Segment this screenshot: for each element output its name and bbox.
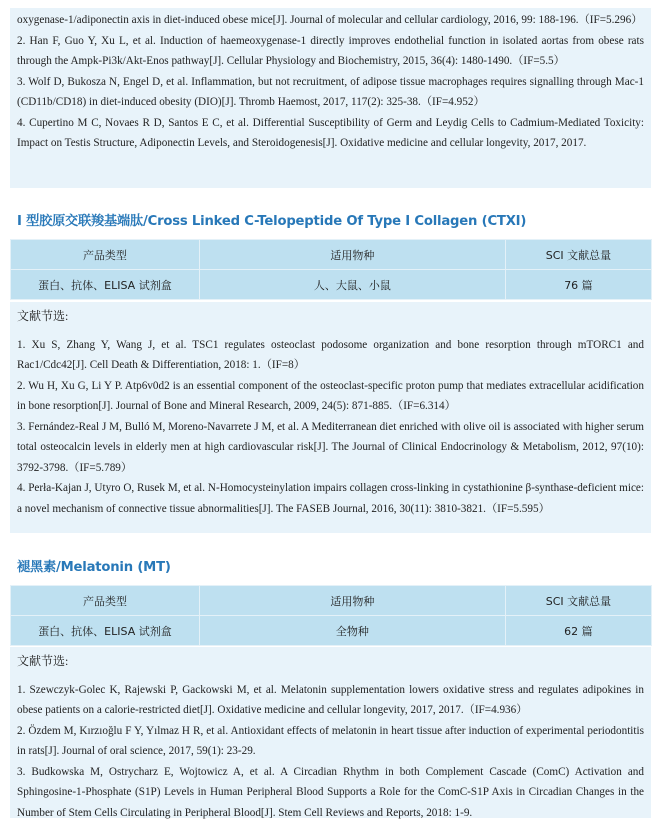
product-table-melatonin [10,585,652,646]
cell-product-type: 蛋白、抗体、ELISA 试剂盒 [11,270,200,300]
reference-item: 2. Wu H, Xu G, Li Y P. Atp6v0d2 is an essential component of the osteoclast‐specific proton pump that mediates extracellular acidification in bone resorption[J]. Journal of Bone and Mineral Research, 2009, 24(5): 871-885.（IF=6.314） [17,379,644,412]
header-sci-count: SCI 文献总量 [505,586,651,616]
reference-item: 2. Han F, Guo Y, Xu L, et al. Induction of haemeoxygenase-1 directly improves endothelial function in isolated aortas from obese rats through the Ampk-Pi3k/Akt-Enos pathway[J]. Cellular Physiology and Biochemistry, 2015, 36(4): 1480-1490.（IF=5.5） [17,34,644,67]
section-title-melatonin: 褪黑素/Melatonin (MT) [17,560,171,575]
references-block-ctxi [10,302,651,533]
header-species: 适用物种 [199,586,505,616]
table-row [11,270,652,300]
reference-item: 2. Özdem M, Kırzıoğlu F Y, Yılmaz H R, et al. Antioxidant effects of melatonin in heart tissue after induction of experimental periodontitis in rats[J]. Journal of oral science, 2017, 59(1): 23-29. [17,724,644,757]
table-header-row [11,586,652,616]
reference-item: 3. Wolf D, Bukosza N, Engel D, et al. Inflammation, but not recruitment, of adipose tissue macrophages requires signalling through Mac-1 (CD11b/CD18) in diet-induced obesity (DIO)[J]. Thromb Haemost, 2017, 117(2): 325-38.（IF=4.952） [17,75,644,108]
cell-product-type: 蛋白、抗体、ELISA 试剂盒 [11,616,200,646]
table-row [11,616,652,646]
product-table-ctxi [10,239,652,300]
references-label: 文献节选: [17,309,69,323]
references-block-melatonin [10,647,651,818]
cell-species: 全物种 [199,616,505,646]
cell-sci-count: 76 篇 [505,270,651,300]
reference-item: 3. Budkowska M, Ostrycharz E, Wojtowicz A, et al. A Circadian Rhythm in both Complement Cascade (ComC) Activation and Sphingosine-1-Phosphate (S1P) Levels in Human Peripheral Blood Supports a Role for the ComC‐S1P Axis in Circadian Changes in the Number of Stem Cells Circulating in Peripheral Blood[J]. Stem Cell Reviews and Reports, 2018: 1-9. [17,765,644,819]
reference-item: 3. Fernández-Real J M, Bulló M, Moreno-Navarrete J M, et al. A Mediterranean diet enriched with olive oil is associated with higher serum total osteocalcin levels in elderly men at high cardiovascular risk[J]. The Journal of Clinical Endocrinology & Metabolism, 2012, 97(10): 3792-3798.（IF=5.789） [17,420,644,474]
header-species: 适用物种 [199,240,505,270]
header-product-type: 产品类型 [11,240,200,270]
reference-item: 4. Perła-Kajan J, Utyro O, Rusek M, et al. N-Homocysteinylation impairs collagen cross-linking in cystathionine β-synthase-deficient mice: a novel mechanism of connective tissue abnormalities[J]. The FASEB Journal, 2016, 30(11): 3810-3821.（IF=5.595） [17,482,644,515]
references-label: 文献节选: [17,654,69,668]
prev-references-block [10,8,651,188]
cell-sci-count: 62 篇 [505,616,651,646]
reference-item: 1. Xu S, Zhang Y, Wang J, et al. TSC1 regulates osteoclast podosome organization and bone resorption through mTORC1 and Rac1/Cdc42[J]. Cell Death & Differentiation, 2018: 1.（IF=8） [17,338,644,371]
table-header-row [11,240,652,270]
cell-species: 人、大鼠、小鼠 [199,270,505,300]
reference-item: 4. Cupertino M C, Novaes R D, Santos E C, et al. Differential Susceptibility of Germ and Leydig Cells to Cadmium-Mediated Toxicity: Impact on Testis Structure, Adiponectin Levels, and Steroidogenesis[J]. Oxidative medicine and cellular longevity, 2017, 2017. [17,116,644,149]
reference-item: oxygenase-1/adiponectin axis in diet-induced obese mice[J]. Journal of molecular and cellular cardiology, 2016, 99: 188-196.（IF=5.296） [17,14,643,26]
section-title-ctxi: I 型胶原交联羧基端肽/Cross Linked C-Telopeptide Of Type I Collagen (CTXI) [17,214,527,229]
header-product-type: 产品类型 [11,586,200,616]
reference-item: 1. Szewczyk-Golec K, Rajewski P, Gackowski M, et al. Melatonin supplementation lowers oxidative stress and regulates adipokines in obese patients on a calorie-restricted diet[J]. Oxidative medicine and cellular longevity, 2017, 2017.（IF=4.936） [17,683,644,716]
header-sci-count: SCI 文献总量 [505,240,651,270]
